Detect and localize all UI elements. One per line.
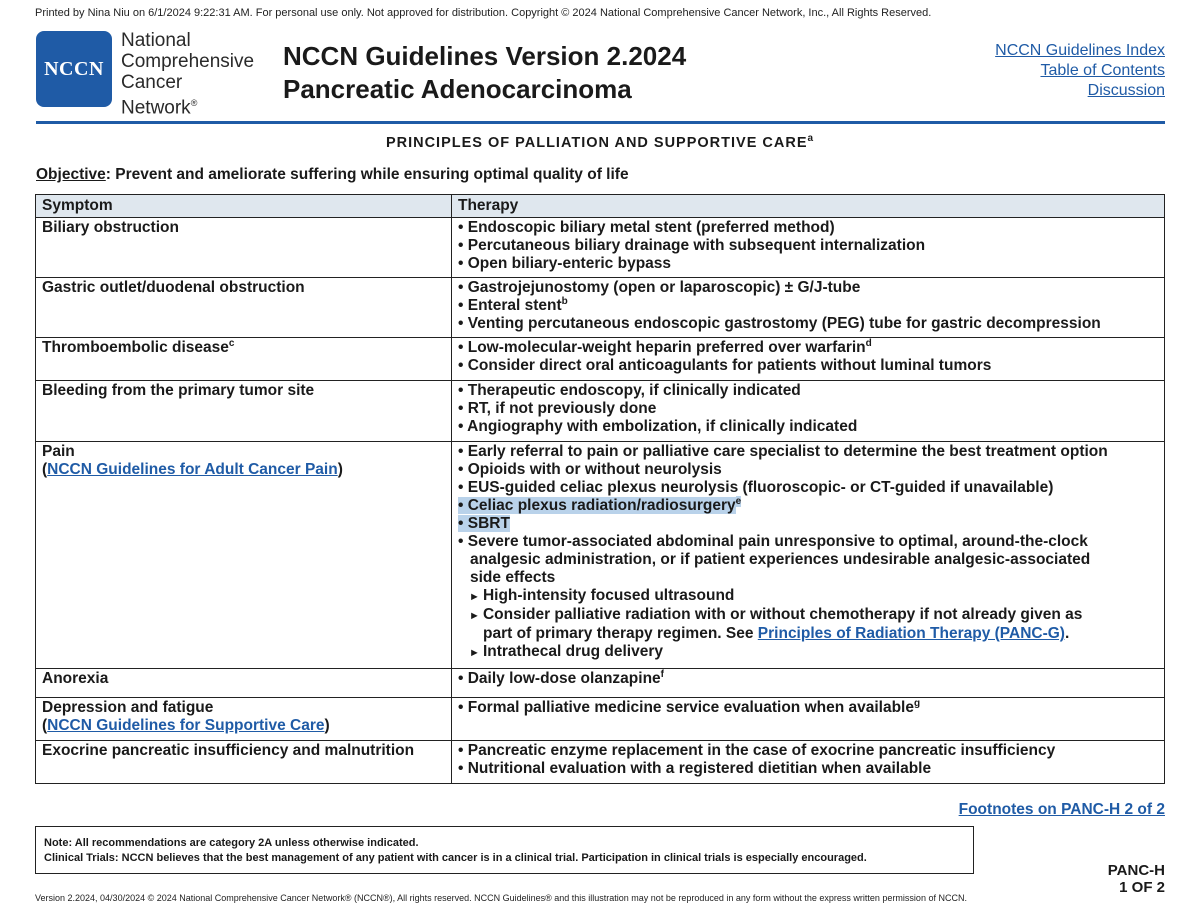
symptom-cell: Thromboembolic disease$^c$	[36, 338, 452, 381]
objective-text: : Prevent and ameliorate suffering while ensuring optimal quality of life	[105, 166, 629, 183]
symptom-cell: Depression and fatigue (NCCN Guidelines for Supportive Care)	[36, 698, 452, 741]
footnote-ref-e[interactable]: e	[735, 495, 742, 507]
footnote-ref-b[interactable]: b	[561, 295, 568, 307]
therapy-cell: • Endoscopic biliary metal stent (preferred method) • Percutaneous biliary drainage with subsequent internalization • Open biliary-enteric bypass	[452, 218, 1165, 278]
therapy-cell: • Gastrojejunostomy (open or laparoscopic) ± G/J-tube • Enteral stent$^b$ • Venting percutaneous endoscopic gastrostomy (PEG) tube for gastric decompression	[452, 278, 1165, 338]
note-box	[35, 826, 974, 874]
footnotes-link-wrap	[959, 801, 1165, 819]
copyright-footer: Version 2.2024, 04/30/2024 © 2024 National Comprehensive Cancer Network® (NCCN®), All rights reserved. NCCN Guidelines® and this illustration may not be reproduced in any form without the express written permission of NCCN.	[35, 893, 967, 903]
highlighted-text: • Celiac plexus radiation/radiosurgery	[458, 497, 736, 514]
table-row	[36, 338, 1165, 381]
arrow-bullet-icon: ►	[469, 591, 483, 603]
logo-line-3: Cancer	[121, 72, 183, 93]
supportive-care-link[interactable]: NCCN Guidelines for Supportive Care	[47, 717, 325, 734]
therapy-cell: • Pancreatic enzyme replacement in the case of exocrine pancreatic insufficiency • Nutritional evaluation with a registered dietitian when available	[452, 741, 1165, 784]
title-version: NCCN Guidelines Version 2.2024	[283, 41, 687, 71]
footnote-ref-g[interactable]: g	[913, 697, 921, 709]
page-code: PANC-H 1 OF 2	[1107, 862, 1165, 896]
footnotes-link[interactable]: Footnotes on PANC-H 2 of 2	[958, 801, 1165, 818]
discussion-link[interactable]: Discussion	[1087, 82, 1165, 99]
table-of-contents-link[interactable]: Table of Contents	[1040, 62, 1165, 79]
note-clinical-trials: Clinical Trials: NCCN believes that the best management of any patient with cancer is in a clinical trial. Participation in clinical trials is especially encouraged.	[44, 852, 867, 864]
highlighted-text: • SBRT	[458, 515, 510, 532]
footnote-ref-c[interactable]: c	[228, 337, 235, 349]
table-row	[36, 741, 1165, 784]
table-row	[36, 218, 1165, 278]
palliation-table	[35, 194, 1165, 784]
table-row	[36, 669, 1165, 698]
therapy-header: Therapy	[452, 195, 1165, 218]
therapy-cell: • Therapeutic endoscopy, if clinically indicated • RT, if not previously done • Angiography with embolization, if clinically indicated	[452, 381, 1165, 442]
footnote-ref-f[interactable]: f	[660, 668, 665, 680]
objective	[36, 166, 629, 184]
title-cancer-type: Pancreatic Adenocarcinoma	[283, 74, 632, 104]
arrow-bullet-icon: ►	[469, 610, 483, 622]
symptom-cell: Biliary obstruction	[36, 218, 452, 278]
therapy-cell: • Low-molecular-weight heparin preferred over warfarin$^d$ • Consider direct oral anticoagulants for patients without luminal tumors	[452, 338, 1165, 381]
header-divider	[36, 121, 1165, 124]
arrow-bullet-icon: ►	[469, 647, 483, 659]
table-row	[36, 278, 1165, 338]
footnote-ref-d[interactable]: d	[865, 337, 872, 349]
therapy-cell: • Daily low-dose olanzapine$^f$	[452, 669, 1165, 698]
footnote-ref-a[interactable]: a	[807, 133, 815, 145]
page-title	[283, 40, 686, 106]
radiation-therapy-link[interactable]: Principles of Radiation Therapy (PANC-G)	[757, 625, 1065, 642]
note-category: Note: All recommendations are category 2A unless otherwise indicated.	[44, 837, 419, 849]
symptom-cell: Exocrine pancreatic insufficiency and malnutrition	[36, 741, 452, 784]
objective-label: Objective	[36, 166, 106, 183]
symptom-cell: Bleeding from the primary tumor site	[36, 381, 452, 442]
therapy-cell: • Formal palliative medicine service evaluation when available$^g$	[452, 698, 1165, 741]
table-row	[36, 381, 1165, 442]
section-title: PRINCIPLES OF PALLIATION AND SUPPORTIVE CARE$^a$	[385, 133, 815, 151]
symptom-header: Symptom	[36, 195, 452, 218]
therapy-cell: • Early referral to pain or palliative care specialist to determine the best treatment option • Opioids with or without neurolysis • EUS-guided celiac plexus neurolysis (fluoroscopic- or CT-guided if unavailable) • Celiac plexus radiation/radiosurgery$^e$ • SBRT • Severe tumor-associated abdominal pain unresponsive to optimal, around-the-clock analgesic administration, or if patient experiences undesirable analgesic-associated side effects ► High-intensity focused ultrasound ► Consider palliative radiation with or without chemotherapy if not already given as part of primary therapy regimen. See Principles of Radiation Therapy (PANC-G). ► Intrathecal drug delivery	[452, 442, 1165, 669]
logo-line-1: National	[121, 30, 191, 51]
symptom-cell: Pain (NCCN Guidelines for Adult Cancer Pain)	[36, 442, 452, 669]
table-row	[36, 698, 1165, 741]
table-row	[36, 442, 1165, 669]
table-header-row	[36, 195, 1165, 218]
symptom-cell: Gastric outlet/duodenal obstruction	[36, 278, 452, 338]
adult-cancer-pain-link[interactable]: NCCN Guidelines for Adult Cancer Pain	[47, 461, 338, 478]
guideline-nav	[995, 41, 1165, 101]
nccn-logo-text	[121, 30, 254, 118]
nccn-logo-mark: NCCN	[36, 31, 112, 107]
guidelines-index-link[interactable]: NCCN Guidelines Index	[995, 42, 1165, 59]
logo-line-4: Network®	[121, 97, 198, 119]
symptom-cell: Anorexia	[36, 669, 452, 698]
print-header: Printed by Nina Niu on 6/1/2024 9:22:31 AM. For personal use only. Not approved for distribution. Copyright © 2024 National Comprehensive Cancer Network, Inc., All Rights Reserved.	[35, 7, 932, 19]
logo-line-2: Comprehensive	[121, 51, 255, 72]
